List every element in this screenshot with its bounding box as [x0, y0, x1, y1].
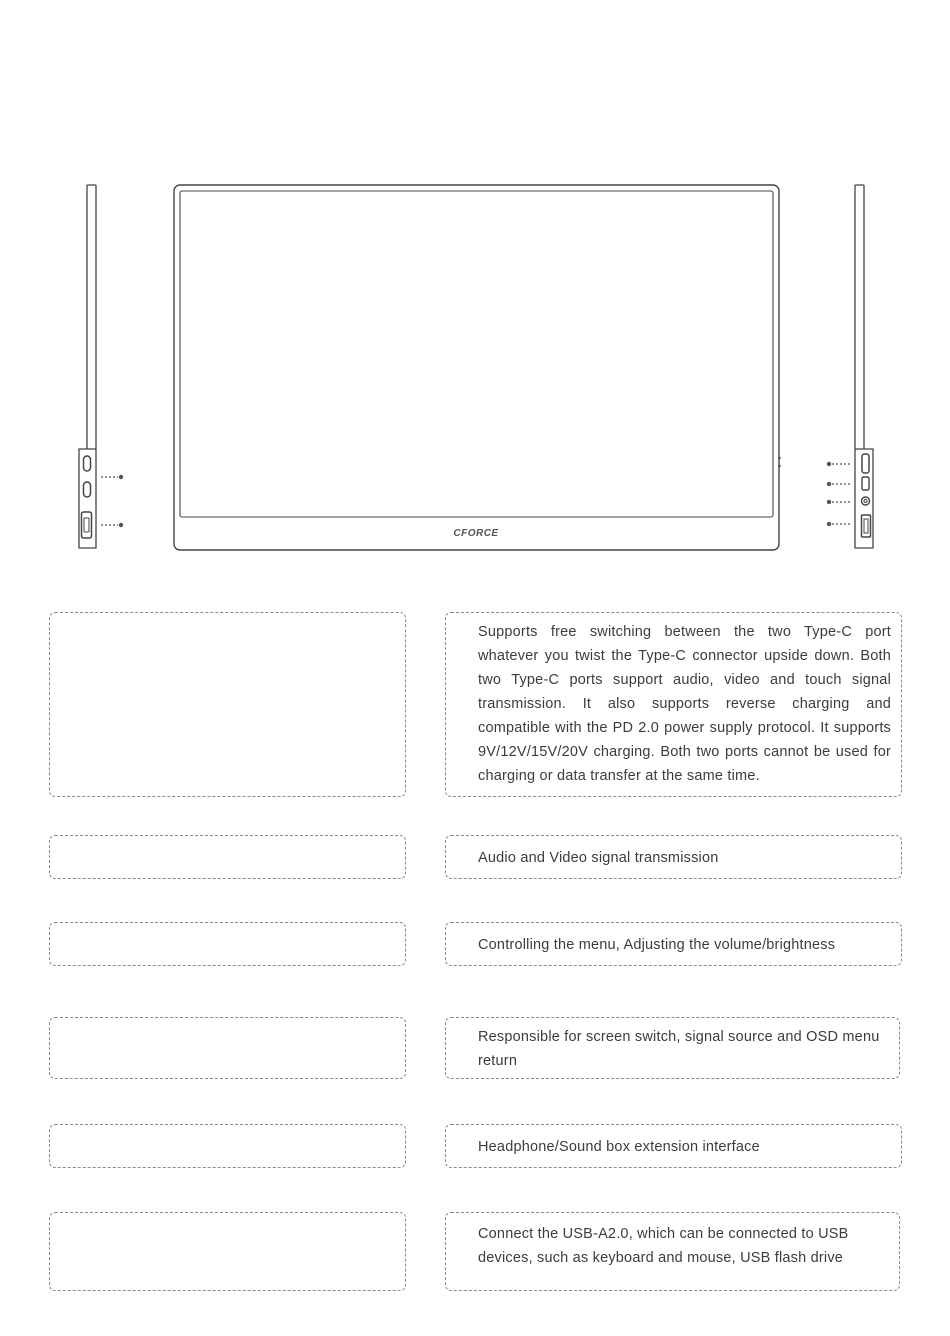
right-callouts	[827, 462, 850, 526]
feature-description-5: Headphone/Sound box extension interface	[478, 1139, 760, 1155]
monitor-front-view	[174, 185, 781, 550]
feature-description-6: Connect the USB-A2.0, which can be connected to USB devices, such as keyboard and mouse, USB flash drive	[478, 1226, 849, 1266]
feature-label-box-6	[49, 1212, 406, 1291]
type-c-port-1-icon	[84, 456, 91, 471]
monitor-diagram	[0, 0, 950, 580]
type-c-port-2-icon	[84, 482, 91, 497]
right-side-profile	[855, 185, 873, 548]
feature-description-1: Supports free switching between the two Type-C port whatever you twist the Type-C connector upside down. Both two Type-C ports support audio, video and touch signal transmission. It also supports reverse charging and compatible with the PD 2.0 power supply protocol. It supports 9V/12V/15V/20V charging. Both two ports cannot be used for charging or data transfer at the same time.	[478, 624, 891, 784]
brand-logo: CFORCE	[453, 528, 499, 539]
feature-desc-box-4	[445, 1017, 900, 1079]
feature-label-box-4	[49, 1017, 406, 1079]
left-side-profile	[79, 185, 96, 548]
feature-label-box-1	[49, 612, 406, 797]
feature-desc-box-2	[445, 835, 902, 879]
menu-toggle-icon	[862, 454, 869, 473]
hdmi-port-icon	[82, 512, 92, 538]
left-callouts	[101, 475, 123, 527]
feature-label-box-3	[49, 922, 406, 966]
power-button-icon	[862, 477, 869, 490]
feature-desc-box-1	[445, 612, 902, 797]
audio-jack-icon	[862, 497, 870, 505]
feature-description-2: Audio and Video signal transmission	[478, 850, 719, 866]
usb-a-port-icon	[862, 515, 871, 537]
feature-description-3: Controlling the menu, Adjusting the volume/brightness	[478, 937, 836, 953]
feature-description-4: Responsible for screen switch, signal source and OSD menu return	[478, 1029, 880, 1069]
feature-desc-box-5	[445, 1124, 902, 1168]
feature-label-box-5	[49, 1124, 406, 1168]
feature-desc-box-6	[445, 1212, 900, 1291]
feature-desc-box-3	[445, 922, 902, 966]
feature-label-box-2	[49, 835, 406, 879]
